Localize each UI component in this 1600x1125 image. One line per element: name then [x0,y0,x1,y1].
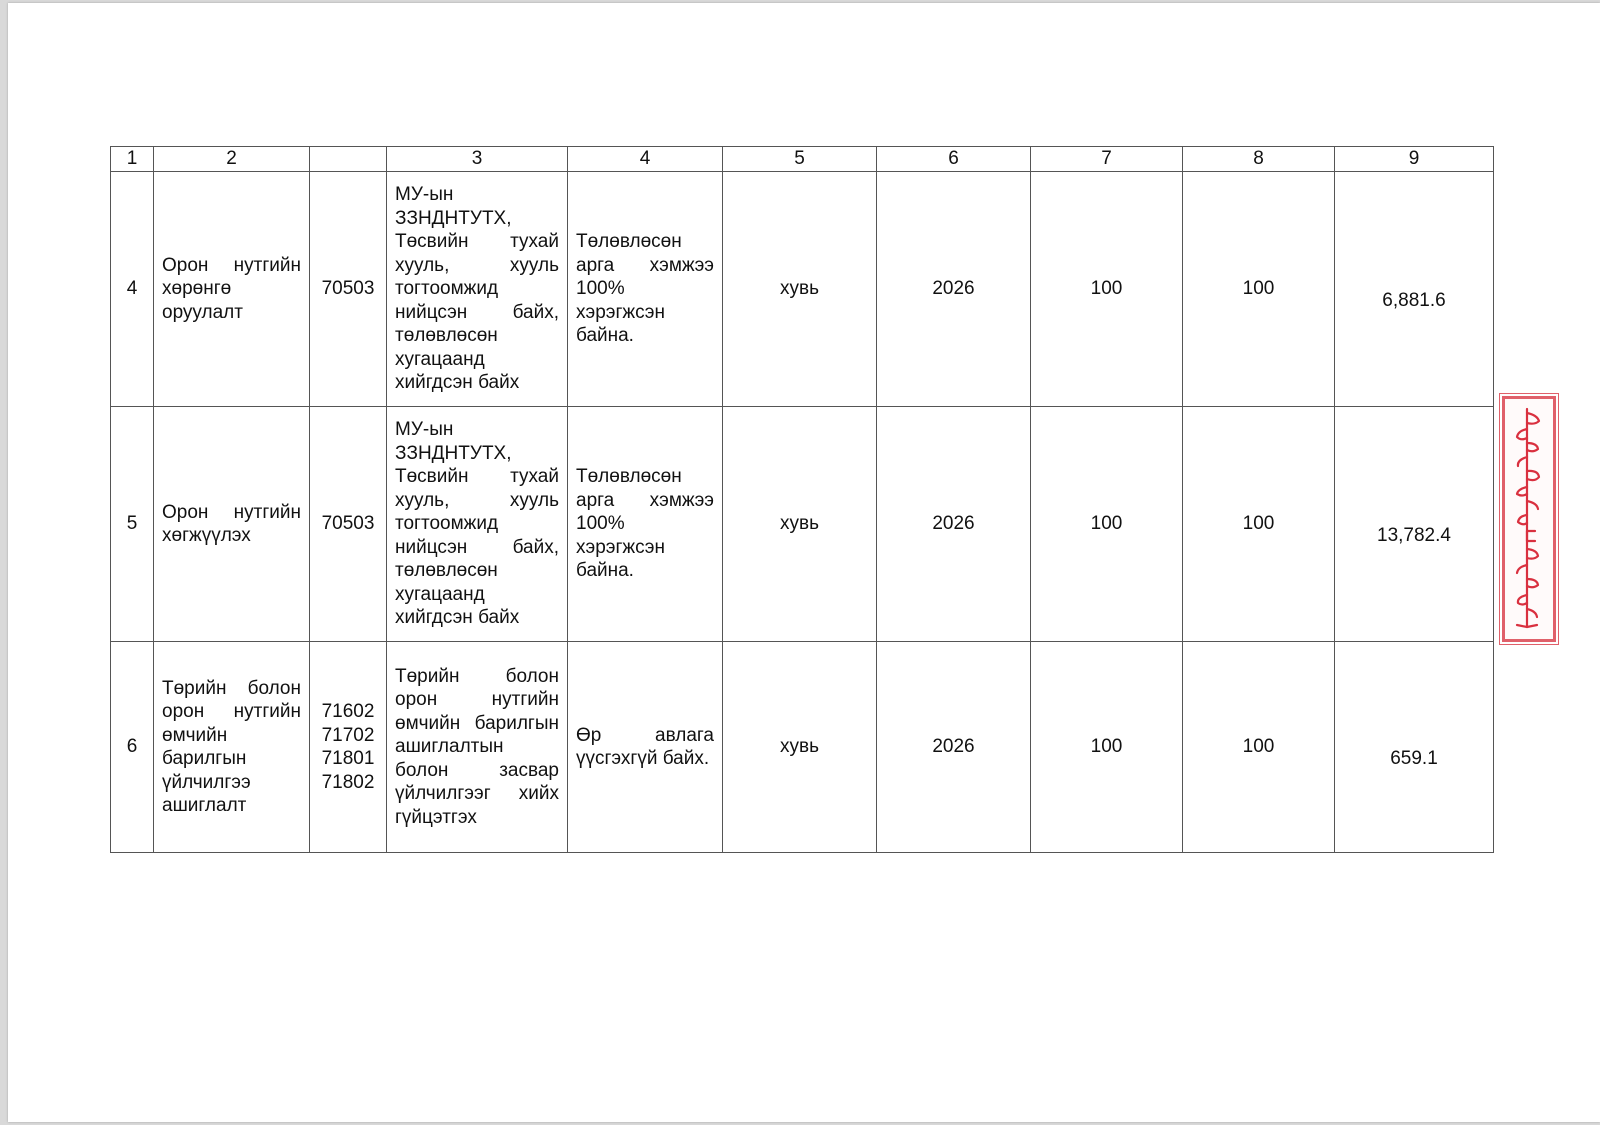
column-header [310,147,387,172]
program-name: Орон нутгийн хөгжүүлэх [154,407,310,642]
column-header: 1 [111,147,154,172]
table-row [111,172,1494,407]
target: 100 [1183,642,1335,853]
budget-code: 71801 [321,748,375,769]
column-header: 6 [877,147,1031,172]
document-page [8,3,1600,1122]
baseline: 100 [1031,407,1183,642]
target: 100 [1183,172,1335,407]
program-name: Орон нутгийн хөрөнгө оруулалт [154,172,310,407]
year: 2026 [877,407,1031,642]
row-number: 4 [111,172,154,407]
column-header: 9 [1335,147,1494,172]
criteria: МУ-ын ЗЗНДНТУТХ, Төсвийн тухай хууль, хууль тогтоомжид нийцсэн байх, төлөвлөсөн хугацаанд хийгдсэн байх [387,407,568,642]
budget-code: 70503 [321,278,375,300]
budget-table [110,146,1494,853]
mongolian-script-seal-icon [1505,399,1553,639]
amount: 659.1 [1335,642,1494,853]
unit: хувь [723,642,877,853]
column-header: 2 [154,147,310,172]
row-number: 5 [111,407,154,642]
amount: 13,782.4 [1335,407,1494,642]
criteria: Төрийн болон орон нутгийн өмчийн барилгын ашиглалтын болон засвар үйлчилгээг хийх гүйцэтгэх [387,642,568,853]
year: 2026 [877,642,1031,853]
program-name: Төрийн болон орон нутгийн өмчийн барилгын үйлчилгээ ашиглалт [154,642,310,853]
budget-codes [310,172,387,407]
budget-code: 71802 [321,771,375,793]
column-header: 8 [1183,147,1335,172]
indicator: Төлөвлөсөн арга хэмжээ 100% хэрэгжсэн байна. [568,407,723,642]
baseline: 100 [1031,172,1183,407]
table-row [111,407,1494,642]
unit: хувь [723,407,877,642]
budget-codes [310,407,387,642]
indicator: Төлөвлөсөн арга хэмжээ 100% хэрэгжсэн байна. [568,172,723,407]
baseline: 100 [1031,642,1183,853]
column-header: 4 [568,147,723,172]
budget-code: 71702 [321,724,375,746]
column-header: 3 [387,147,568,172]
indicator: Өр авлага үүсгэхгүй байх. [568,642,723,853]
unit: хувь [723,172,877,407]
amount: 6,881.6 [1335,172,1494,407]
budget-code: 71602 [321,701,375,722]
header-row [111,147,1494,172]
target: 100 [1183,407,1335,642]
row-number: 6 [111,642,154,853]
year: 2026 [877,172,1031,407]
column-header: 5 [723,147,877,172]
budget-code: 70503 [321,513,375,535]
criteria: МУ-ын ЗЗНДНТУТХ, Төсвийн тухай хууль, хууль тогтоомжид нийцсэн байх, төлөвлөсөн хугацаанд хийгдсэн байх [387,172,568,407]
seal-stamp [1502,396,1556,642]
table-row [111,642,1494,853]
budget-codes [310,642,387,853]
column-header: 7 [1031,147,1183,172]
